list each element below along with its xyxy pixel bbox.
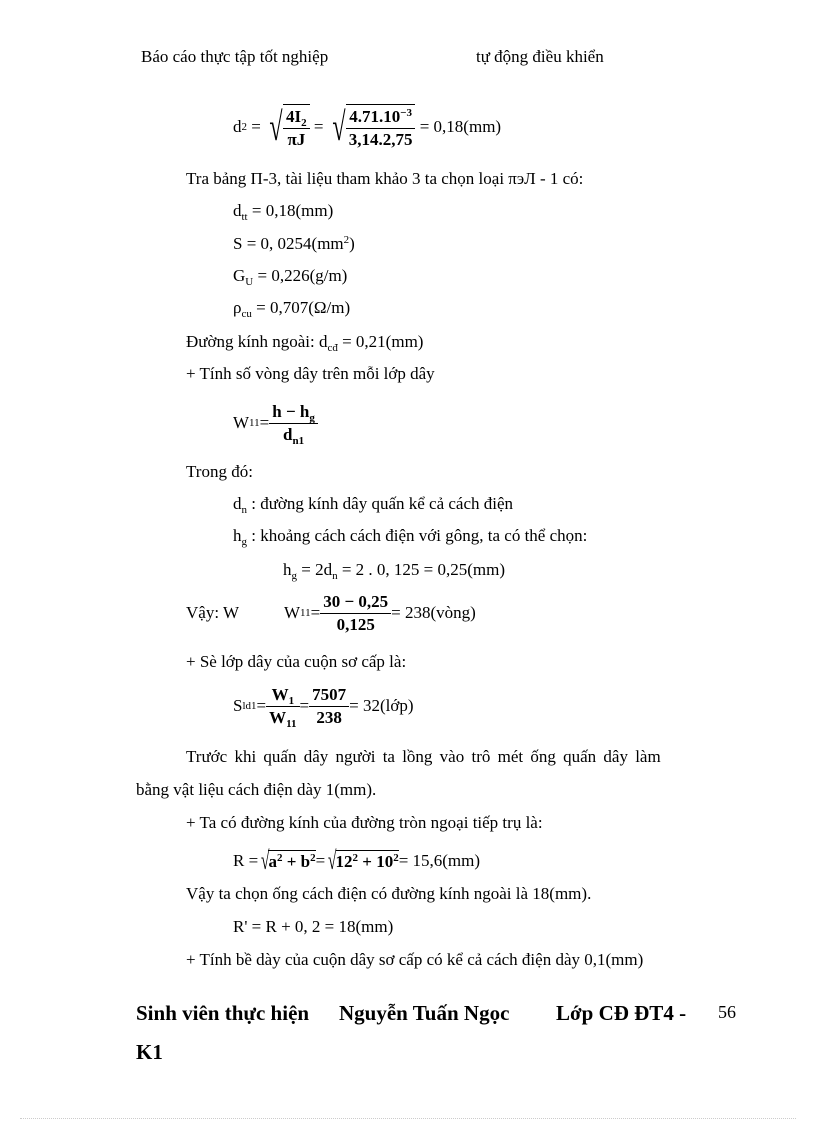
header-right: tự động điều khiển [476, 47, 604, 66]
header-left: Báo cáo thực tập tốt nghiệp [141, 47, 329, 66]
formula-d2: d 2 = √ $\frac{4I_2}{\pi J}$ = √ $\frac{4.71.10^{-3}}{3,14.2,75}$ = 0,18(mm) [233, 104, 502, 149]
se-lop: + Sè lớp dây của cuộn sơ cấp là: [186, 652, 407, 671]
bang-vat-lieu: bằng vật liệu cách điện dày 1(mm). [136, 780, 377, 799]
bottom-divider [20, 1118, 796, 1119]
duong-kinh-ngoai: Đường kính ngoài: $d_{cđ} = 0,21(mm)$ [186, 332, 424, 354]
dtt-line: $d_{tt} = 0,18(mm)$ [233, 201, 334, 223]
tra-bang: Tra bảng Π-3, tài liệu tham khảo 3 ta chọn loại πэЛ - 1 có: [186, 169, 584, 188]
vay-w: Vậy: W [186, 603, 240, 622]
trong-do: Trong đó: [186, 462, 253, 481]
truoc-khi: Trước khi quấn dây người ta lồng vào trô mét ống quấn dây làm [186, 747, 661, 766]
page-number: 56 [718, 1002, 736, 1022]
tinh-be-day: + Tính bề dày của cuộn dây sơ cấp có kể cả cách điện dày 0,1(mm) [186, 950, 644, 969]
formula-sld1: S ld1 = $\frac{W_1}{W_{11}}$ = $\frac{7507}{238}$ = 32(lớp) [233, 684, 414, 730]
hg-def: $h_g$ : khoảng cách cách điện với gông, ta có thể chọn: [233, 526, 588, 548]
tinh-so-vong: + Tính số vòng dây trên mỗi lớp dây [186, 364, 435, 383]
formula-r: R = $√a^2 + b^2$ = $√12^2 + 10^2$ = 15,6(mm) [233, 846, 481, 875]
rho-line: $\rho_{cu} = 0,707(\Omega/m)$ [233, 298, 351, 320]
footer-class-label: Lớp CĐ ĐT4 - [556, 1001, 687, 1025]
ta-co: + Ta có đường kính của đường tròn ngoại tiếp trụ là: [186, 813, 543, 832]
footer-class-cont: K1 [136, 1040, 163, 1064]
gu-line: $G_U = 0,226(g/m)$ [233, 266, 348, 288]
r-prime: R' = R + 0, 2 = 18(mm) [233, 917, 394, 936]
dn-def: $d_n$ : đường kính dây quấn kể cả cách điện [233, 494, 514, 516]
hg-eq: $h_g = 2d_n = 2$ . 0, 125 = 0,25(mm) [283, 560, 506, 582]
footer-student-name: Nguyễn Tuấn Ngọc [339, 1001, 510, 1025]
formula-w11-value: W 11 = $\frac{30 - 0,25}{0,125}$ = 238(vòng) [284, 591, 476, 634]
footer-student-label: Sinh viên thực hiện [136, 1001, 310, 1025]
formula-w11: W 11 = $\frac{h - h_g}{d_{n1}}$ [233, 397, 318, 449]
s-line: S = 0, $0254(mm^2)$ [233, 234, 355, 253]
vay-chon: Vậy ta chọn ống cách điện có đường kính ngoài là 18(mm). [186, 884, 592, 903]
